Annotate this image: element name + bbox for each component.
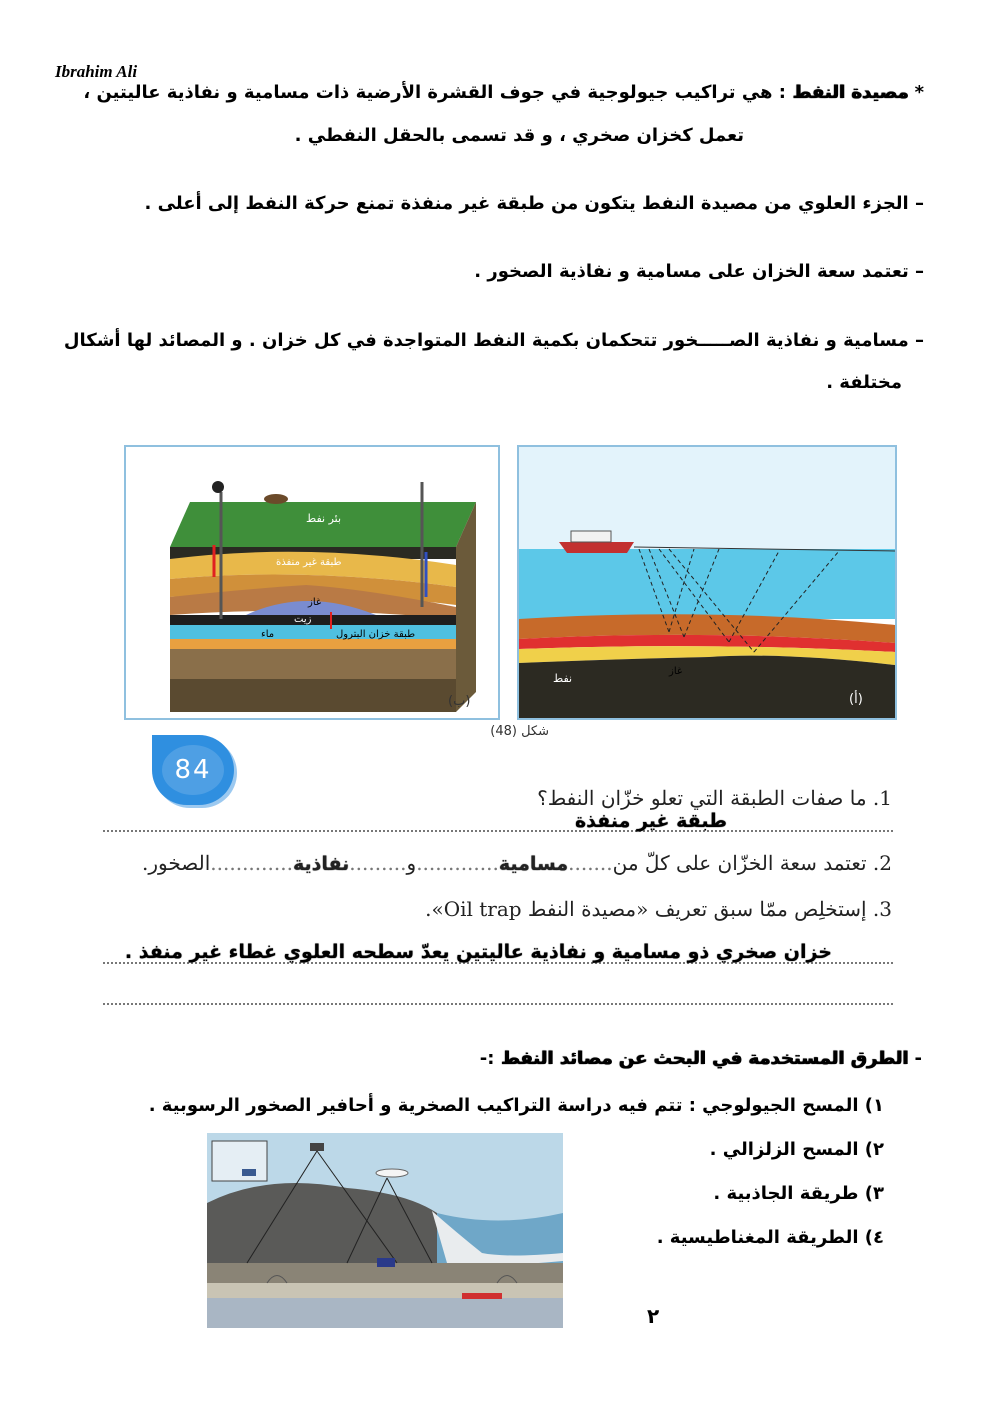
- point-porosity-cont: مختلفة .: [826, 372, 902, 393]
- page-number: ٢: [647, 1304, 660, 1328]
- label-oil: زيت: [294, 614, 312, 625]
- label-water: ماء: [261, 629, 275, 640]
- question-2-end: الصخور.: [142, 851, 211, 875]
- label-well: بئر نفط: [306, 512, 342, 525]
- exploration-illustration: [207, 1133, 563, 1328]
- answer-line-1: [103, 830, 893, 832]
- answer-1: طبقة غير منفذة: [574, 810, 727, 832]
- author-name: Ibrahim Ali: [55, 62, 138, 81]
- seismic-survey-diagram: [519, 447, 895, 718]
- question-1: 1. ما صفات الطبقة التي تعلو خزّان النفط؟: [537, 786, 892, 810]
- answer-3: خزان صخري ذو مسامية و نفاذية عاليتين يعدّ سطحه العلوي غطاء غير منفذ .: [124, 941, 832, 963]
- method-item-4: ٤) الطريقة المغناطيسية .: [656, 1227, 884, 1248]
- page-badge: [152, 735, 234, 805]
- figure-caption: شكل (48): [490, 724, 549, 739]
- methods-title: الطرق المستخدمة في البحث عن مصائد النفط: [500, 1048, 909, 1069]
- answer-line-3b: [103, 1003, 893, 1005]
- method-item-2: ٢) المسح الزلزالي .: [709, 1139, 884, 1160]
- exploration-methods-diagram: [207, 1133, 563, 1328]
- question-2: 2. تعتمد سعة الخزّان على كلّ من.......مسامية.............و.........نفاذية.............الصخور.: [142, 851, 892, 875]
- definition-bullet: *: [914, 82, 924, 103]
- badge-number: 84: [174, 755, 212, 785]
- label-impermeable: طبقة غير منفذة: [276, 557, 342, 568]
- panel-b-tag: (ب): [448, 694, 471, 709]
- answer-2-porosity: مسامية: [498, 853, 569, 875]
- method-item-3: ٣) طريقة الجاذبية .: [713, 1183, 884, 1204]
- point-porosity: – مسامية و نفاذية الصـــــخور تتحكمان بكمية النفط المتواجدة في كل خزان . و المصائد لها أشكال: [63, 330, 924, 351]
- answer-2-permeability: نفاذية: [292, 853, 350, 875]
- question-2-and: و: [406, 851, 417, 875]
- definition-line-2: تعمل كخزان صخري ، و قد تسمى بالحقل النفطي .: [294, 125, 744, 146]
- methods-dash: -: [914, 1048, 922, 1069]
- methods-title-suffix: :-: [479, 1048, 495, 1069]
- label-reservoir: طبقة خزان البترول: [336, 629, 416, 640]
- methods-heading: [480, 1048, 922, 1069]
- point-impermeable-top: – الجزء العلوي من مصيدة النفط يتكون من طبقة غير منفذة تمنع حركة النفط إلى أعلى .: [144, 193, 924, 214]
- question-2-start: 2. تعتمد سعة الخزّان على كلّ من: [612, 851, 892, 875]
- label-oil-a: نفط: [553, 672, 573, 685]
- question-3: 3. إستخلِص ممّا سبق تعريف «مصيدة النفط Oil trap».: [425, 897, 892, 921]
- oil-trap-block-diagram: [126, 447, 498, 718]
- figure-panel-b: [124, 445, 500, 720]
- panel-a-tag: (أ): [849, 692, 863, 707]
- definition-term: مصيدة النفط: [792, 82, 909, 103]
- definition-line-1: [83, 82, 924, 103]
- method-item-1: ١) المسح الجيولوجي : تتم فيه دراسة التراكيب الصخرية و أحافير الصخور الرسوبية .: [148, 1095, 884, 1116]
- definition-text-1: : هي تراكيب جيولوجية في جوف القشرة الأرضية ذات مسامية و نفاذية عاليتين ،: [83, 82, 786, 103]
- figure-panel-a: [517, 445, 897, 720]
- point-capacity: – تعتمد سعة الخزان على مسامية و نفاذية الصخور .: [474, 261, 924, 282]
- label-gas: غاز: [308, 597, 322, 608]
- label-gas-a: غاز: [669, 666, 683, 677]
